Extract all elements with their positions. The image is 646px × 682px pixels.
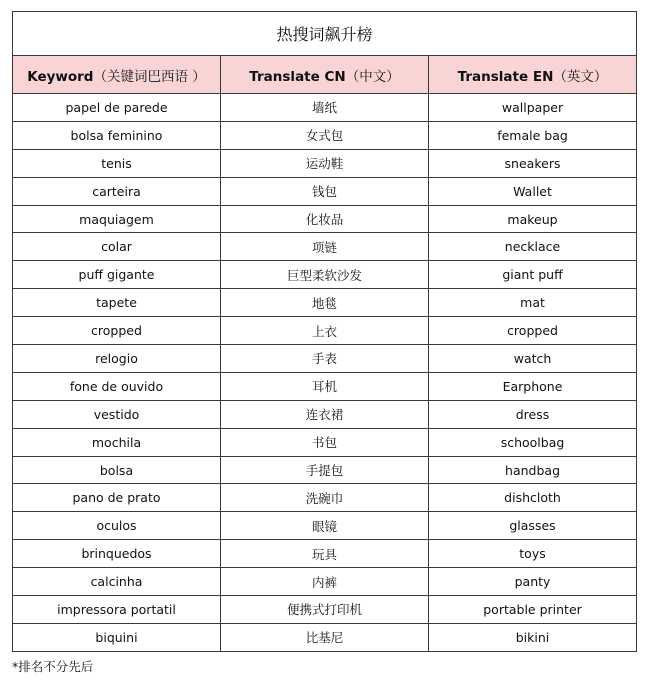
table-row (13, 205, 637, 233)
translate-cn-cell: 便携式打印机 (221, 596, 429, 624)
translate-cn-cell: 玩具 (221, 540, 429, 568)
table-row (13, 596, 637, 624)
table-row (13, 121, 637, 149)
translate-cn-cell: 女式包 (221, 121, 429, 149)
keyword-cell: maquiagem (13, 205, 221, 233)
translate-cn-cell: 比基尼 (221, 623, 429, 651)
translate-en-cell: sneakers (429, 149, 637, 177)
keyword-cell: vestido (13, 400, 221, 428)
translate-cn-cell: 手提包 (221, 456, 429, 484)
keyword-cell: carteira (13, 177, 221, 205)
keyword-cell: biquini (13, 623, 221, 651)
keyword-table (12, 11, 637, 652)
translate-cn-cell: 书包 (221, 428, 429, 456)
translate-en-cell: handbag (429, 456, 637, 484)
keyword-cell: papel de parede (13, 94, 221, 122)
translate-en-cell: wallpaper (429, 94, 637, 122)
translate-en-cell: bikini (429, 623, 637, 651)
table-row (13, 512, 637, 540)
translate-en-cell: giant puff (429, 261, 637, 289)
table-row (13, 623, 637, 651)
table-row (13, 177, 637, 205)
translate-en-cell: cropped (429, 317, 637, 345)
table-row (13, 372, 637, 400)
translate-cn-cell: 项链 (221, 233, 429, 261)
translate-cn-cell: 连衣裙 (221, 400, 429, 428)
table-row (13, 94, 637, 122)
table-row (13, 317, 637, 345)
table-row (13, 149, 637, 177)
table-body (13, 94, 637, 652)
translate-en-cell: makeup (429, 205, 637, 233)
translate-cn-cell: 手表 (221, 345, 429, 373)
keyword-cell: oculos (13, 512, 221, 540)
translate-en-cell: glasses (429, 512, 637, 540)
table-title: 热搜词飙升榜 (13, 12, 637, 56)
translate-cn-cell: 上衣 (221, 317, 429, 345)
translate-en-cell: mat (429, 289, 637, 317)
footnote: *排名不分先后 (12, 659, 94, 674)
translate-en-cell: necklace (429, 233, 637, 261)
translate-cn-cell: 地毯 (221, 289, 429, 317)
table-row (13, 568, 637, 596)
table-row (13, 261, 637, 289)
translate-en-cell: portable printer (429, 596, 637, 624)
keyword-cell: brinquedos (13, 540, 221, 568)
header-keyword: Keyword（关键词巴西语 ） (13, 56, 221, 94)
table-row (13, 484, 637, 512)
table-row (13, 428, 637, 456)
keyword-cell: colar (13, 233, 221, 261)
keyword-cell: bolsa feminino (13, 121, 221, 149)
keyword-cell: fone de ouvido (13, 372, 221, 400)
translate-cn-cell: 耳机 (221, 372, 429, 400)
table-row (13, 400, 637, 428)
keyword-cell: cropped (13, 317, 221, 345)
keyword-cell: puff gigante (13, 261, 221, 289)
keyword-cell: calcinha (13, 568, 221, 596)
translate-en-cell: Earphone (429, 372, 637, 400)
translate-en-cell: watch (429, 345, 637, 373)
header-translate-cn: Translate CN（中文） (221, 56, 429, 94)
keyword-cell: pano de prato (13, 484, 221, 512)
keyword-cell: impressora portatil (13, 596, 221, 624)
table-row (13, 289, 637, 317)
keyword-cell: tenis (13, 149, 221, 177)
table-row (13, 456, 637, 484)
translate-cn-cell: 内裤 (221, 568, 429, 596)
translate-cn-cell: 运动鞋 (221, 149, 429, 177)
keyword-cell: relogio (13, 345, 221, 373)
translate-cn-cell: 眼镜 (221, 512, 429, 540)
translate-en-cell: Wallet (429, 177, 637, 205)
header-translate-en: Translate EN（英文） (429, 56, 637, 94)
translate-en-cell: female bag (429, 121, 637, 149)
table-row (13, 233, 637, 261)
translate-en-cell: schoolbag (429, 428, 637, 456)
translate-cn-cell: 墙纸 (221, 94, 429, 122)
translate-en-cell: dishcloth (429, 484, 637, 512)
translate-cn-cell: 化妆品 (221, 205, 429, 233)
translate-cn-cell: 巨型柔软沙发 (221, 261, 429, 289)
keyword-cell: tapete (13, 289, 221, 317)
translate-en-cell: panty (429, 568, 637, 596)
table-row (13, 345, 637, 373)
translate-cn-cell: 洗碗巾 (221, 484, 429, 512)
translate-en-cell: toys (429, 540, 637, 568)
translate-en-cell: dress (429, 400, 637, 428)
header-row (13, 56, 637, 94)
table-row (13, 540, 637, 568)
keyword-cell: bolsa (13, 456, 221, 484)
keyword-cell: mochila (13, 428, 221, 456)
translate-cn-cell: 钱包 (221, 177, 429, 205)
